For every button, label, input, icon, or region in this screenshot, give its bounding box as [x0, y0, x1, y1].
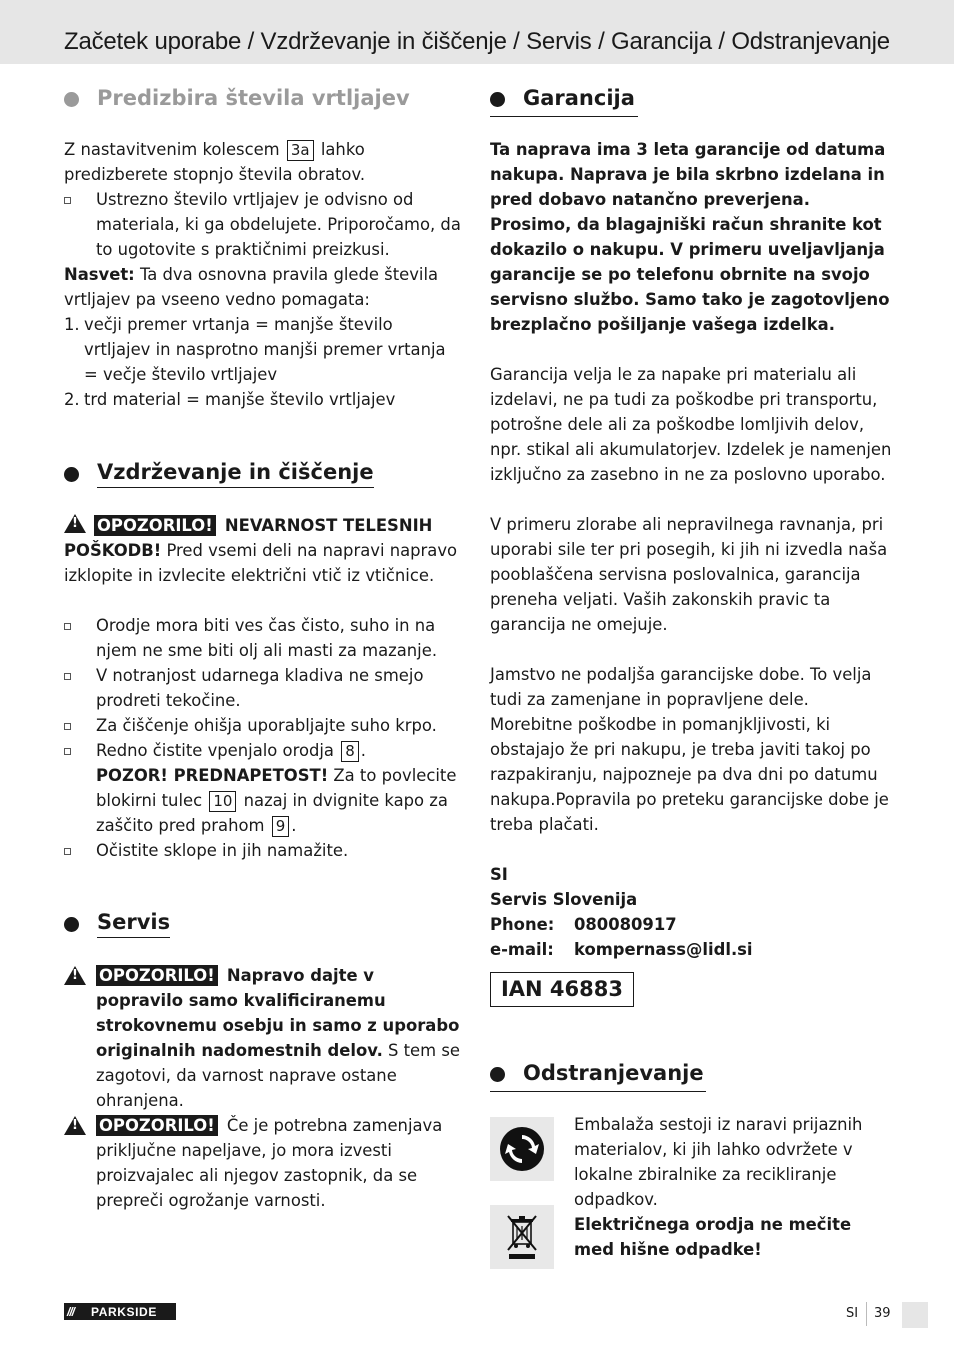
warning-triangle-icon: [64, 966, 86, 985]
section-heading-garancija: [490, 84, 635, 114]
list-item: V notranjost udarnega kladiva ne smejo prodreti tekočine.: [64, 663, 464, 713]
page-number: 39: [874, 1306, 891, 1321]
list-item: Ustrezno število vrtljajev je odvisno od materiala, ki ga obdelujete. Priporočamo, da to ugotovite s praktičnimi preizkusi.: [64, 187, 464, 262]
warning-paragraph: ! OPOZORILO! Če je potrebna zamenjava priključne napeljave, jo mora izvesti proizvajalec ali njegov zastopnik, da se prepreči ogrožanje varnosti.: [64, 1113, 464, 1213]
part-ref-3a: 3a: [287, 140, 314, 161]
parkside-logo: /// PARKSIDE: [64, 1303, 176, 1320]
ian-number-box: IAN 46883: [490, 972, 634, 1007]
list-item: Orodje mora biti ves čas čisto, suho in na njem ne sme biti olj ali masti za mazanje.: [64, 613, 464, 663]
predizbira-intro: Z nastavitvenim kolescem 3a lahko predizberete stopnjo števila obratov.: [64, 140, 366, 184]
section-bullet-icon: [64, 467, 79, 482]
list-item: Redno čistite vpenjalo orodja 8 .: [64, 738, 464, 763]
warning-triangle-icon: [64, 1116, 86, 1135]
warning-badge: OPOZORILO!: [96, 1115, 218, 1136]
guarantee-paragraph: V primeru zlorabe ali nepravilnega ravnanja, pri uporabi sile ter pri posegih, ki jih ni izvedla naša pooblaščena servisna poslovalnica, garancija preneha veljati. Vaših zakonskih pravic ta garancija ne omejuje.: [490, 515, 888, 634]
section-bullet-icon: [490, 92, 505, 107]
guarantee-paragraph: Jamstvo ne podaljša garancijske dobe. To velja tudi za zamenjane in popravljene dele. Morebitne poškodbe in pomanjkljivosti, ki obstajajo že pri nakupu, je treba javiti takoj po razpakiranju, najpozneje pa dva dni po datumu nakupa.Popravila po preteku garancijske dobe je treba plačati.: [490, 665, 889, 834]
page-header-bar: [0, 0, 954, 64]
garancija-body: [490, 137, 892, 962]
recycle-text: Embalaža sestoji iz naravi prijaznih materialov, ki jih lahko odvržete v lokalne zbiralnike za recikliranje odpadkov.: [574, 1115, 863, 1209]
page-title: Začetek uporabe / Vzdrževanje in čiščenje / Servis / Garancija / Odstranjevanje: [64, 28, 890, 55]
section-heading-vzdrzevanje: [64, 459, 374, 489]
part-ref-10: 10: [209, 791, 236, 812]
checkbox-bullet-icon: [64, 623, 71, 630]
rule-item: 1. večji premer vrtanja = manjše število vrtljajev in nasprotno manjši premer vrtanja = večje število vrtljajev: [64, 315, 446, 384]
section-heading-odstranjevanje: [490, 1059, 704, 1089]
section-title: Predizbira števila vrtljajev: [97, 85, 410, 110]
section-bullet-icon: [64, 917, 79, 932]
section-bullet-icon: [490, 1067, 505, 1082]
tip-paragraph: Nasvet: Ta dva osnovna pravila glede števila vrtljajev pa vseeno vedno pomagata:: [64, 265, 439, 309]
recycle-icon: [490, 1117, 554, 1181]
contact-email: e-mail: kompernass@lidl.si: [490, 940, 753, 959]
section-title: Servis: [97, 910, 170, 938]
checkbox-bullet-icon: [64, 723, 71, 730]
warning-triangle-icon: [64, 514, 86, 533]
footer-tab-marker: [902, 1302, 928, 1328]
heading-underline: [490, 1091, 706, 1092]
section-heading-predizbira: [64, 84, 410, 114]
warning-paragraph: !OPOZORILO! NEVARNOST TELESNIH POŠKODB! Pred vsemi deli na napravi napravo izklopite in izvlecite električni vtič iz vtičnice.: [64, 513, 464, 588]
crossed-bin-icon: [490, 1205, 554, 1269]
checkbox-bullet-icon: [64, 748, 71, 755]
part-ref-9: 9: [272, 816, 290, 837]
service-contact: [490, 862, 892, 962]
section-title: Vzdrževanje in čiščenje: [97, 460, 374, 488]
footer-divider: [866, 1302, 867, 1326]
rule-item: 2. trd material = manjše število vrtljajev: [64, 390, 396, 409]
contact-service-name: Servis Slovenija: [490, 890, 638, 909]
warning-paragraph: ! OPOZORILO! Napravo dajte v popravilo samo kvalificiranemu strokovnemu osebju in samo z uporabo originalnih nadomestnih delov. S tem se zagotovi, da varnost naprave ostane ohranjena.: [64, 963, 464, 1113]
warning-badge: OPOZORILO!: [94, 515, 216, 536]
section-bullet-icon: [64, 92, 79, 107]
heading-underline: [490, 116, 638, 117]
contact-phone: Phone: 080080917: [490, 915, 677, 934]
guarantee-paragraph: Garancija velja le za napake pri materialu ali izdelavi, ne pa tudi za poškodbe pri transportu, potrošne dele ali za poškodbe lomljivih delov, npr. stikal ali akumulatorjev. Izdelek je namenjen izključno za zasebno in ne za poslovno uporabo.: [490, 365, 892, 484]
section-heading-servis: [64, 909, 170, 939]
part-ref-8: 8: [341, 741, 359, 762]
servis-body: [64, 963, 464, 1213]
predizbira-body: [64, 137, 464, 412]
contact-country: SI: [490, 865, 508, 884]
list-item: Očistite sklope in jih namažite.: [64, 838, 464, 863]
checkbox-bullet-icon: [64, 197, 71, 204]
guarantee-bold-paragraph: Ta naprava ima 3 leta garancije od datuma nakupa. Naprava je bila skrbno izdelana in pred dobavo natančno preverjena. Prosimo, da blagajniški račun shranite kot dokazilo o nakupu. V primeru uveljavljanja garancije se po telefonu obrnite na svojo servisno službo. Samo tako je zagotovljeno brezplačno pošiljanje vašega izdelka.: [490, 140, 890, 334]
checkbox-bullet-icon: [64, 848, 71, 855]
warning-badge: OPOZORILO!: [96, 965, 218, 986]
checkbox-bullet-icon: [64, 673, 71, 680]
footer-language: SI: [846, 1306, 859, 1321]
section-title: Odstranjevanje: [523, 1060, 704, 1085]
caution-paragraph: POZOR! PREDNAPETOST! Za to povlecite blokirni tulec 10 nazaj in dvignite kapo za zaščito pred prahom 9 .: [96, 766, 457, 835]
weee-text: Električnega orodja ne mečite med hišne odpadke!: [574, 1215, 852, 1259]
section-title: Garancija: [523, 85, 635, 110]
vzdrzevanje-body: [64, 513, 464, 863]
list-item: Za čiščenje ohišja uporabljajte suho krpo.: [64, 713, 464, 738]
